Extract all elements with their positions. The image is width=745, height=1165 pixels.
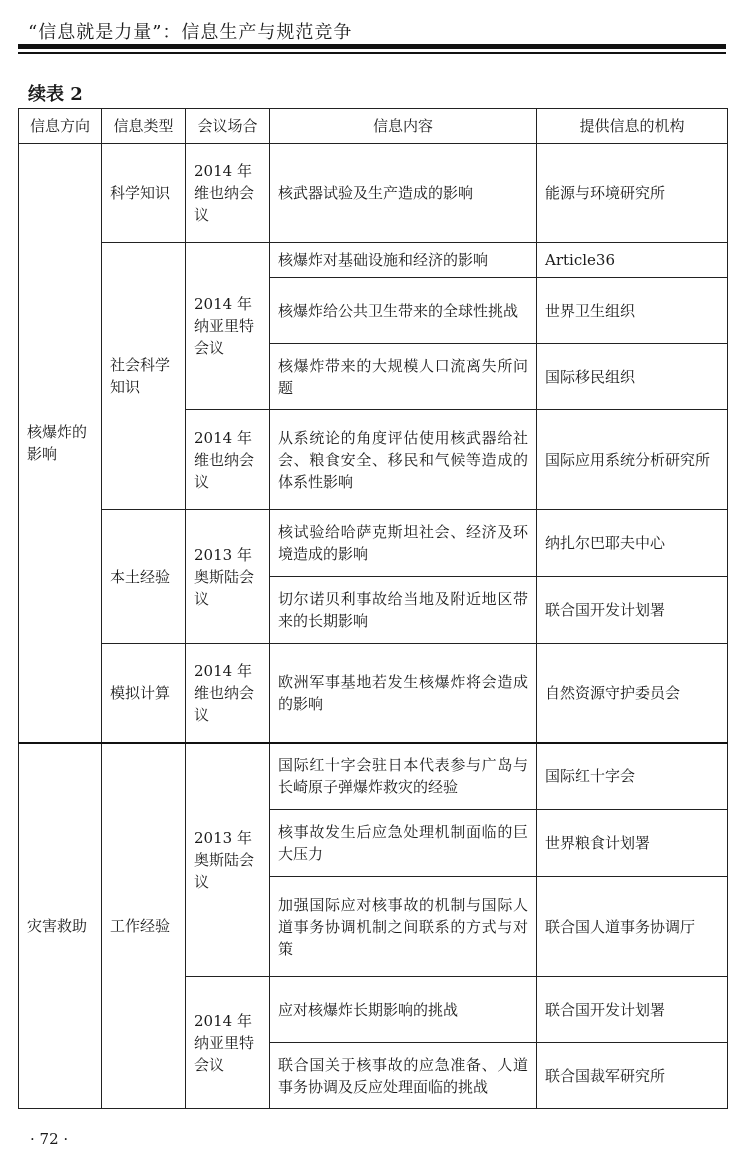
org-cell: 国际移民组织 — [537, 344, 728, 410]
meeting-cell: 2013 年奥斯陆会议 — [186, 510, 270, 644]
direction-cell: 灾害救助 — [19, 743, 102, 1109]
column-header-meeting: 会议场合 — [186, 109, 270, 144]
content-cell: 切尔诺贝利事故给当地及附近地区带来的长期影响 — [270, 577, 537, 644]
page-number: · 72 · — [30, 1130, 69, 1148]
table-row — [19, 743, 728, 810]
org-cell: 纳扎尔巴耶夫中心 — [537, 510, 728, 577]
type-cell: 科学知识 — [102, 144, 186, 243]
org-cell: 国际红十字会 — [537, 743, 728, 810]
org-cell: 能源与环境研究所 — [537, 144, 728, 243]
type-cell: 工作经验 — [102, 743, 186, 1109]
org-cell: 世界粮食计划署 — [537, 810, 728, 877]
content-cell: 核试验给哈萨克斯坦社会、经济及环境造成的影响 — [270, 510, 537, 577]
direction-cell: 核爆炸的影响 — [19, 144, 102, 743]
content-cell: 核武器试验及生产造成的影响 — [270, 144, 537, 243]
org-cell: 联合国裁军研究所 — [537, 1043, 728, 1109]
content-cell: 联合国关于核事故的应急准备、人道事务协调及反应处理面临的挑战 — [270, 1043, 537, 1109]
content-cell: 从系统论的角度评估使用核武器给社会、粮食安全、移民和气候等造成的体系性影响 — [270, 410, 537, 510]
org-cell: 国际应用系统分析研究所 — [537, 410, 728, 510]
table-header-row — [19, 109, 728, 144]
content-cell: 核爆炸给公共卫生带来的全球性挑战 — [270, 278, 537, 344]
content-cell: 核爆炸对基础设施和经济的影响 — [270, 243, 537, 278]
meeting-cell: 2014 年维也纳会议 — [186, 410, 270, 510]
type-cell: 模拟计算 — [102, 644, 186, 743]
meeting-cell: 2014 年纳亚里特会议 — [186, 977, 270, 1109]
meeting-cell: 2013 年奥斯陆会议 — [186, 743, 270, 977]
column-header-type: 信息类型 — [102, 109, 186, 144]
table-row — [19, 510, 728, 577]
column-header-org: 提供信息的机构 — [537, 109, 728, 144]
content-cell: 国际红十字会驻日本代表参与广岛与长崎原子弹爆炸救灾的经验 — [270, 743, 537, 810]
org-cell: Article36 — [537, 243, 728, 278]
table-row — [19, 243, 728, 278]
content-cell: 核事故发生后应急处理机制面临的巨大压力 — [270, 810, 537, 877]
column-header-content: 信息内容 — [270, 109, 537, 144]
table-row — [19, 644, 728, 743]
running-header: “信息就是力量”：信息生产与规范竞争 — [28, 22, 353, 43]
content-cell: 应对核爆炸长期影响的挑战 — [270, 977, 537, 1043]
table-row — [19, 144, 728, 243]
content-cell: 欧洲军事基地若发生核爆炸将会造成的影响 — [270, 644, 537, 743]
info-table — [18, 108, 728, 1109]
table-title: 续表 2 — [28, 84, 83, 105]
org-cell: 联合国开发计划署 — [537, 577, 728, 644]
content-cell: 核爆炸带来的大规模人口流离失所问题 — [270, 344, 537, 410]
content-cell: 加强国际应对核事故的机制与国际人道事务协调机制之间联系的方式与对策 — [270, 877, 537, 977]
header-rule-thin — [18, 52, 726, 54]
meeting-cell: 2014 年维也纳会议 — [186, 644, 270, 743]
meeting-cell: 2014 年维也纳会议 — [186, 144, 270, 243]
type-cell: 本土经验 — [102, 510, 186, 644]
org-cell: 自然资源守护委员会 — [537, 644, 728, 743]
column-header-direction: 信息方向 — [19, 109, 102, 144]
header-rule-thick — [18, 44, 726, 49]
meeting-cell: 2014 年纳亚里特会议 — [186, 243, 270, 410]
org-cell: 联合国人道事务协调厅 — [537, 877, 728, 977]
type-cell: 社会科学知识 — [102, 243, 186, 510]
org-cell: 世界卫生组织 — [537, 278, 728, 344]
org-cell: 联合国开发计划署 — [537, 977, 728, 1043]
